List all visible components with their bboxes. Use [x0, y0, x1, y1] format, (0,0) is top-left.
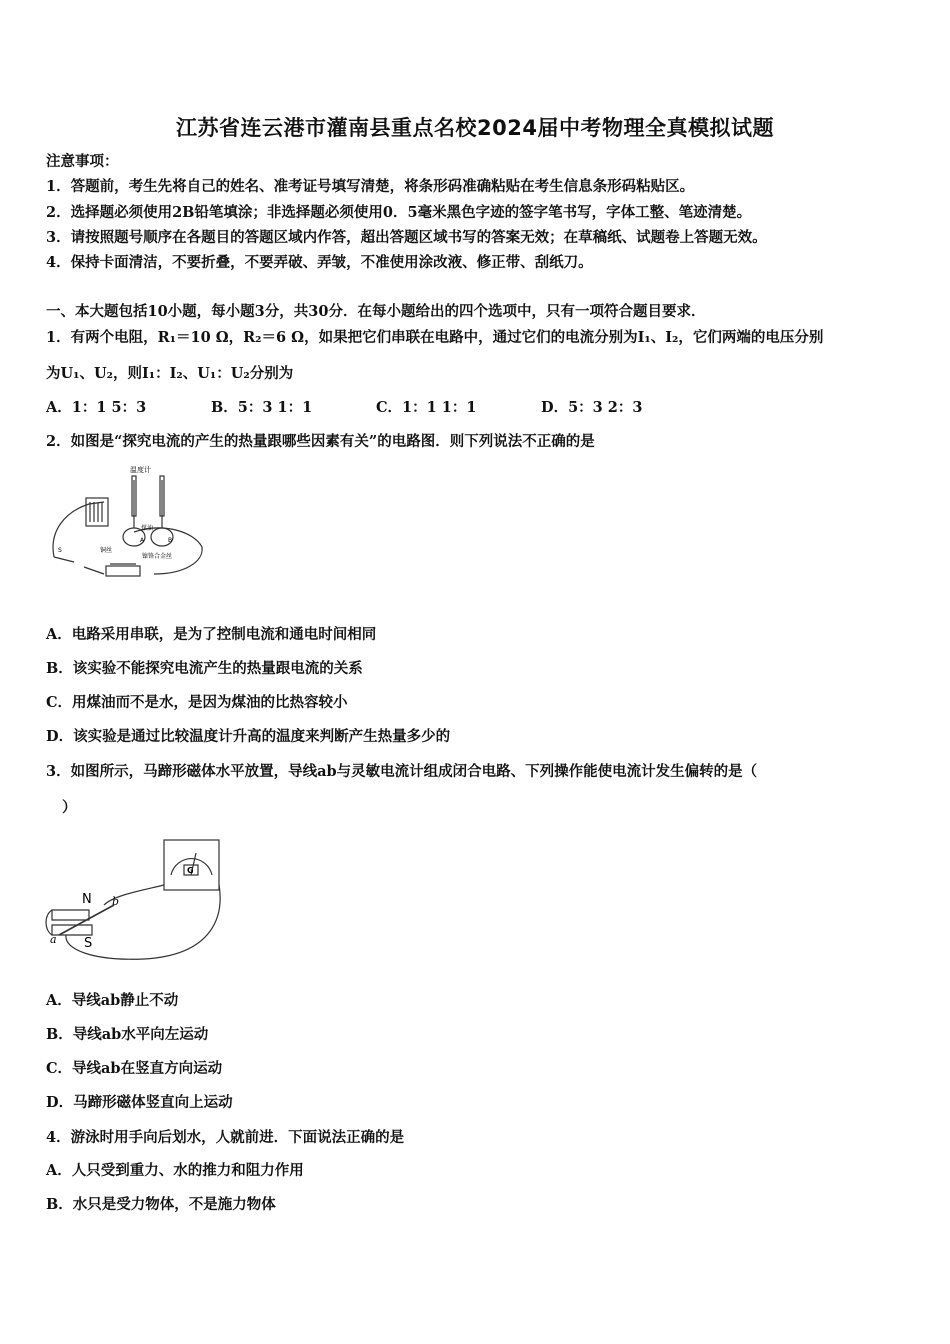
q2-option-d: D．该实验是通过比较温度计升高的温度来判断产生热量多少的 [46, 728, 451, 745]
q4-option-a: A．人只受到重力、水的推力和阻力作用 [46, 1162, 304, 1179]
q1-option-a: A．1：1 5：3 [46, 399, 147, 416]
q3-option-c: C．导线ab在竖直方向运动 [46, 1060, 223, 1077]
notice-item-2: 2．选择题必须使用2B铅笔填涂；非选择题必须使用0．5毫米黑色字迹的签字笔书写，字体工整、笔迹清楚。 [46, 204, 752, 221]
q2-option-a: A．电路采用串联，是为了控制电流和通电时间相同 [46, 626, 377, 643]
q1-stem-line2: 为U₁、U₂，则I₁：I₂、U₁：U₂分别为 [46, 365, 294, 382]
notice-item-1: 1．答题前，考生先将自己的姓名、准考证号填写清楚，将条形码准确粘贴在考生信息条形码粘贴区。 [46, 178, 695, 195]
notice-heading: 注意事项： [46, 153, 119, 170]
notice-item-3: 3．请按照题号顺序在各题目的答题区域内作答，超出答题区域书写的答案无效；在草稿纸、试题卷上答题无效。 [46, 229, 767, 246]
fig1-label-a: A [140, 537, 145, 544]
q4-option-b: B．水只是受力物体，不是施力物体 [46, 1196, 276, 1213]
q2-circuit-figure [44, 462, 209, 582]
fig2-label-n: N [82, 892, 92, 907]
fig2-label-s: S [84, 936, 93, 951]
q3-magnet-figure [44, 835, 224, 965]
q3-stem-line1: 3．如图所示，马蹄形磁体水平放置，导线ab与灵敏电流计组成闭合电路、下列操作能使电流计发生偏转的是（ [46, 763, 758, 780]
q1-stem-line1: 1．有两个电阻，R₁＝10 Ω，R₂＝6 Ω，如果把它们串联在电路中，通过它们的电流分别为I₁、I₂，它们两端的电压分别 [46, 329, 824, 346]
fig1-label-nichrome: 镍铬合金丝 [142, 553, 173, 560]
q1-option-b: B．5：3 1：1 [211, 399, 313, 416]
fig1-label-copper: 铜丝 [100, 547, 113, 554]
page-title: 江苏省连云港市灌南县重点名校2024届中考物理全真模拟试题 [176, 116, 774, 140]
q2-stem: 2．如图是“探究电流的产生的热量跟哪些因素有关”的电路图．则下列说法不正确的是 [46, 433, 595, 450]
fig2-label-b: b [112, 895, 120, 908]
notice-item-4: 4．保持卡面清洁，不要折叠，不要弄破、弄皱，不准使用涂改液、修正带、刮纸刀。 [46, 254, 593, 271]
q1-options [46, 398, 906, 418]
section-heading: 一、本大题包括10小题，每小题3分，共30分．在每小题给出的四个选项中，只有一项符合题目要求． [46, 303, 706, 320]
fig1-label-thermometer: 温度计 [130, 466, 151, 474]
fig1-label-s: S [58, 547, 62, 554]
q3-option-a: A．导线ab静止不动 [46, 992, 179, 1009]
fig1-label-b: B [168, 537, 173, 544]
q4-stem: 4．游泳时用手向后划水，人就前进．下面说法正确的是 [46, 1129, 405, 1146]
fig1-label-kerosene: 煤油 [141, 525, 154, 532]
q2-option-c: C．用煤油而不是水，是因为煤油的比热容较小 [46, 694, 348, 711]
q3-option-d: D．马蹄形磁体竖直向上运动 [46, 1094, 233, 1111]
q1-option-d: D．5：3 2：3 [541, 399, 643, 416]
q3-option-b: B．导线ab水平向左运动 [46, 1026, 209, 1043]
q3-stem-line2: ） [62, 799, 77, 816]
fig2-label-a: a [50, 933, 57, 946]
q1-option-c: C．1：1 1：1 [376, 399, 477, 416]
fig2-label-g: G [187, 866, 194, 875]
q2-option-b: B．该实验不能探究电流产生的热量跟电流的关系 [46, 660, 363, 677]
